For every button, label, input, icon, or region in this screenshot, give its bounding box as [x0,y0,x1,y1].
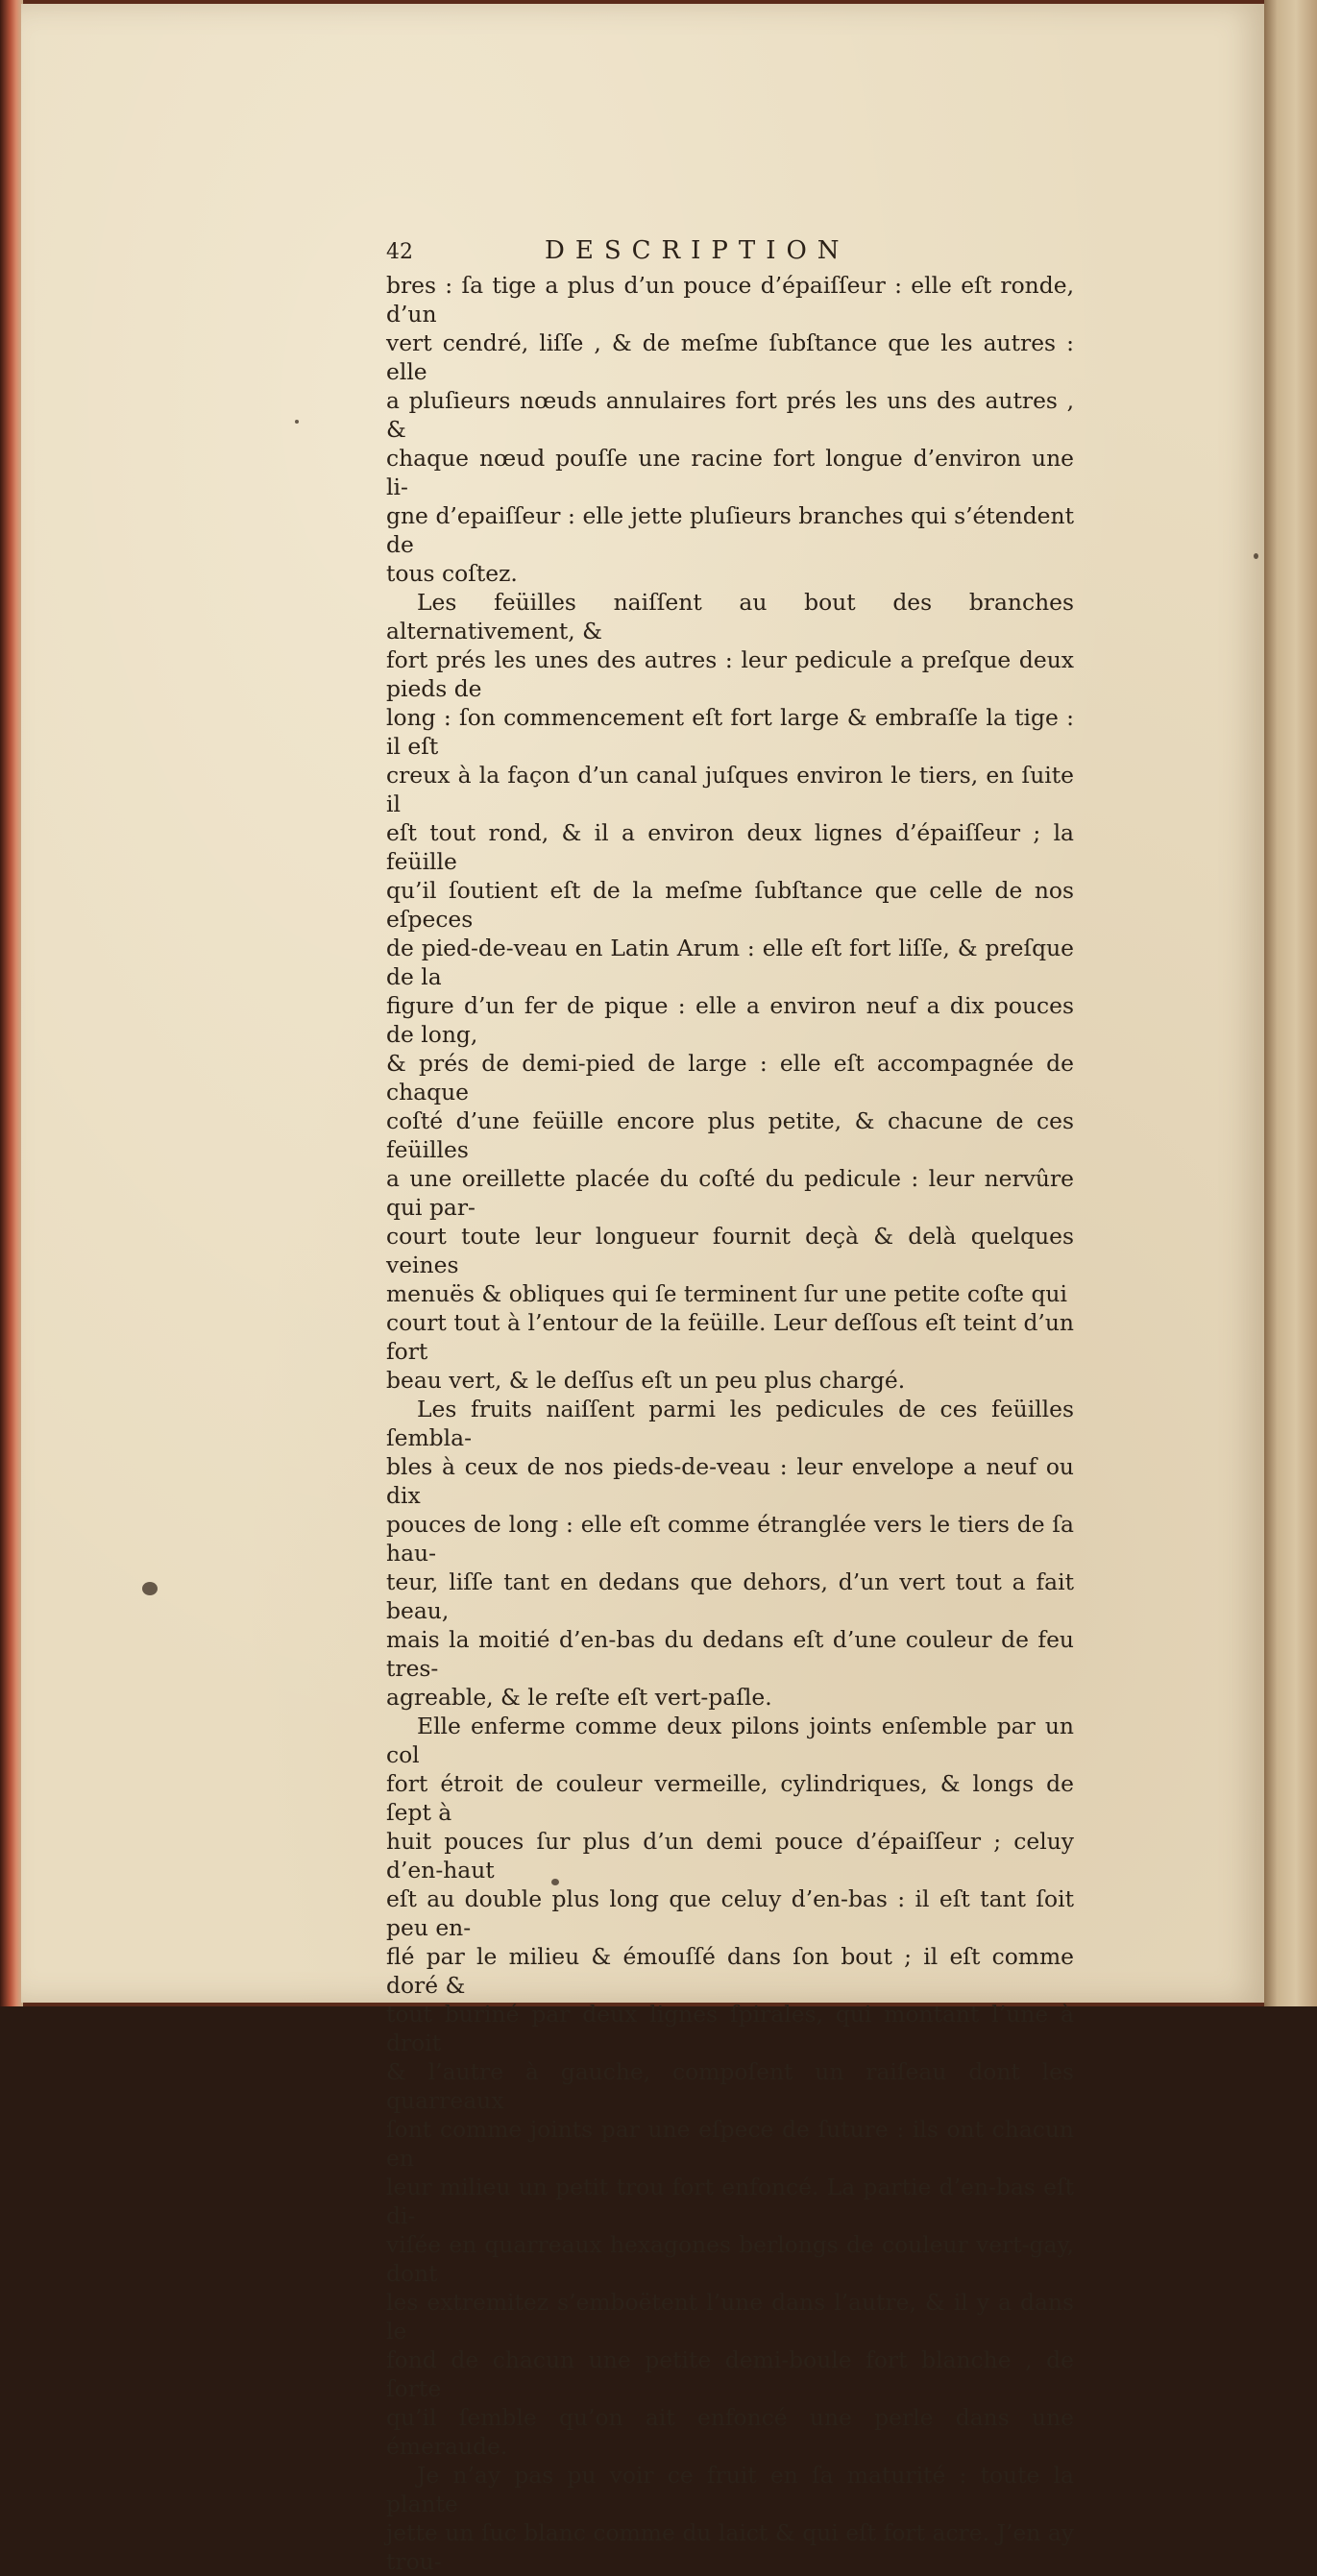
text-line: les extremitez s’emboëtent l’une dans l’autre, & il y a dans le [386,2289,1074,2345]
text-line: pouces de long : elle eſt comme étranglée vers le tiers de ſa hau- [386,1511,1074,1567]
page-number: 42 [386,240,413,264]
text-line: a pluſieurs nœuds annulaires fort prés les uns des autres , & [386,387,1074,443]
text-line: teur, liſſe tant en dedans que dehors, d’un vert tout a fait beau, [386,1568,1074,1624]
text-line: & prés de demi-pied de large : elle eſt accompagnée de chaque [386,1050,1074,1106]
text-line: long : ſon commencement eſt fort large & embraſſe la tige : il eſt [386,704,1074,760]
text-line: eſt tout rond, & il a environ deux lignes d’épaiſſeur ; la feüille [386,819,1074,875]
text-line: qu’il ſemble qu’on ait enfoncé une perle dans une émeraude. [386,2404,1074,2460]
text-line: mais la moitié d’en-bas du dedans eſt d’une couleur de feu tres- [386,1626,1074,1682]
text-line: court toute leur longueur fournit deçà & delà quelques veines [386,1223,1074,1278]
text-line: huit pouces ſur plus d’un demi pouce d’épaiſſeur ; celuy d’en-haut [386,1828,1074,1883]
text-line: flé par le milieu & émouſſé dans ſon bout ; il eſt comme doré & [386,1943,1074,1999]
paragraph [386,588,1074,1395]
text-line: leur milieu un petit trou fort enfoncé. La partie d’en-bas eſt di- [386,2174,1074,2229]
paragraph [386,1395,1074,1712]
text-line: Les feüilles naiſſent au bout des branches alternativement, & [386,589,1074,644]
paragraph [386,1712,1074,2461]
text-line: jette un ſuc blanc comme du laict & qui eſt fort acre. J’en ay trou- [386,2519,1074,2575]
text-line: qu’il ſoutient eſt de la meſme ſubſtance que celle de nos eſpeces [386,877,1074,933]
text-line: creux à la façon d’un canal juſques environ le tiers, en ſuite il [386,762,1074,817]
text-line: fond de chacun une petite demi-boule fort blanche , de ſorte [386,2346,1074,2402]
ink-speck [295,420,299,424]
text-line: court tout à l’entour de la feüille. Leur deſſous eſt teint d’un fort [386,1309,1074,1365]
text-line: chaque nœud pouſſe une racine fort longue d’environ une li- [386,445,1074,500]
text-line: figure d’un fer de pique : elle a environ neuf a dix pouces de long, [386,992,1074,1048]
text-line: bles à ceux de nos pieds-de-veau : leur envelope a neuf ou dix [386,1453,1074,1509]
text-line: Elle enferme comme deux pilons joints enſemble par un col [386,1713,1074,1768]
text-line: vert cendré, liſſe , & de meſme ſubſtance que les autres : elle [386,329,1074,385]
text-line: beau vert, & le deſſus eſt un peu plus chargé. [386,1367,906,1394]
ink-speck [1254,553,1258,559]
text-line: gne d’epaiſſeur : elle jette pluſieurs branches qui s’étendent de [386,502,1074,558]
paragraph [386,2461,1074,2576]
text-line: fort prés les unes des autres : leur pedicule a preſque deux pieds de [386,646,1074,702]
text-line: tout buriné par deux lignes ſpirales, qui montant l’une à droit [386,2001,1074,2056]
text-line: de pied-de-veau en Latin Arum : elle eſt fort liſſe, & preſque de la [386,935,1074,990]
ink-speck [142,1582,158,1595]
text-line: bres : ſa tige a plus d’un pouce d’épaiſſeur : elle eſt ronde, d’un [386,272,1074,328]
text-column [386,238,1074,2576]
text-line: agreable, & le reſte eſt vert-paſle. [386,1684,772,1711]
text-line: viſée en quarreaux hexagones berlongs de couleur vert-gay, dont [386,2231,1074,2287]
text-line: a une oreillette placée du coſté du pedicule : leur nervûre qui par- [386,1165,1074,1221]
running-head: DESCRIPTION [545,236,850,265]
text-line: & l’autre à gauche, compoſent un raiſeau dont les quarreaux [386,2058,1074,2114]
text-line: Les fruits naiſſent parmi les pedicules de ces feüilles ſembla- [386,1396,1074,1451]
text-line: coſté d’une feüille encore plus petite, & chacune de ces feüilles [386,1107,1074,1163]
page-header [386,238,1074,271]
text-line: fort étroit de couleur vermeille, cylindriques, & longs de ſept à [386,1770,1074,1826]
text-line: eſt au double plus long que celuy d’en-bas : il eſt tant ſoit peu en- [386,1885,1074,1941]
text-line: ſont comme joints par une eſpece de ſuture : ils ont chacun en [386,2116,1074,2172]
paragraph [386,271,1074,588]
book-gutter-right [1264,0,1317,2006]
text-line: tous coſtez. [386,560,518,587]
book-edge-left [0,0,23,2006]
body-text [386,271,1074,2576]
text-line: menuës & obliques qui ſe terminent ſur une petite coſte qui [386,1280,1067,1307]
text-line: Je n’ay pas pu voir ce fruit en ſa maturité : toute la plante [386,2462,1074,2517]
